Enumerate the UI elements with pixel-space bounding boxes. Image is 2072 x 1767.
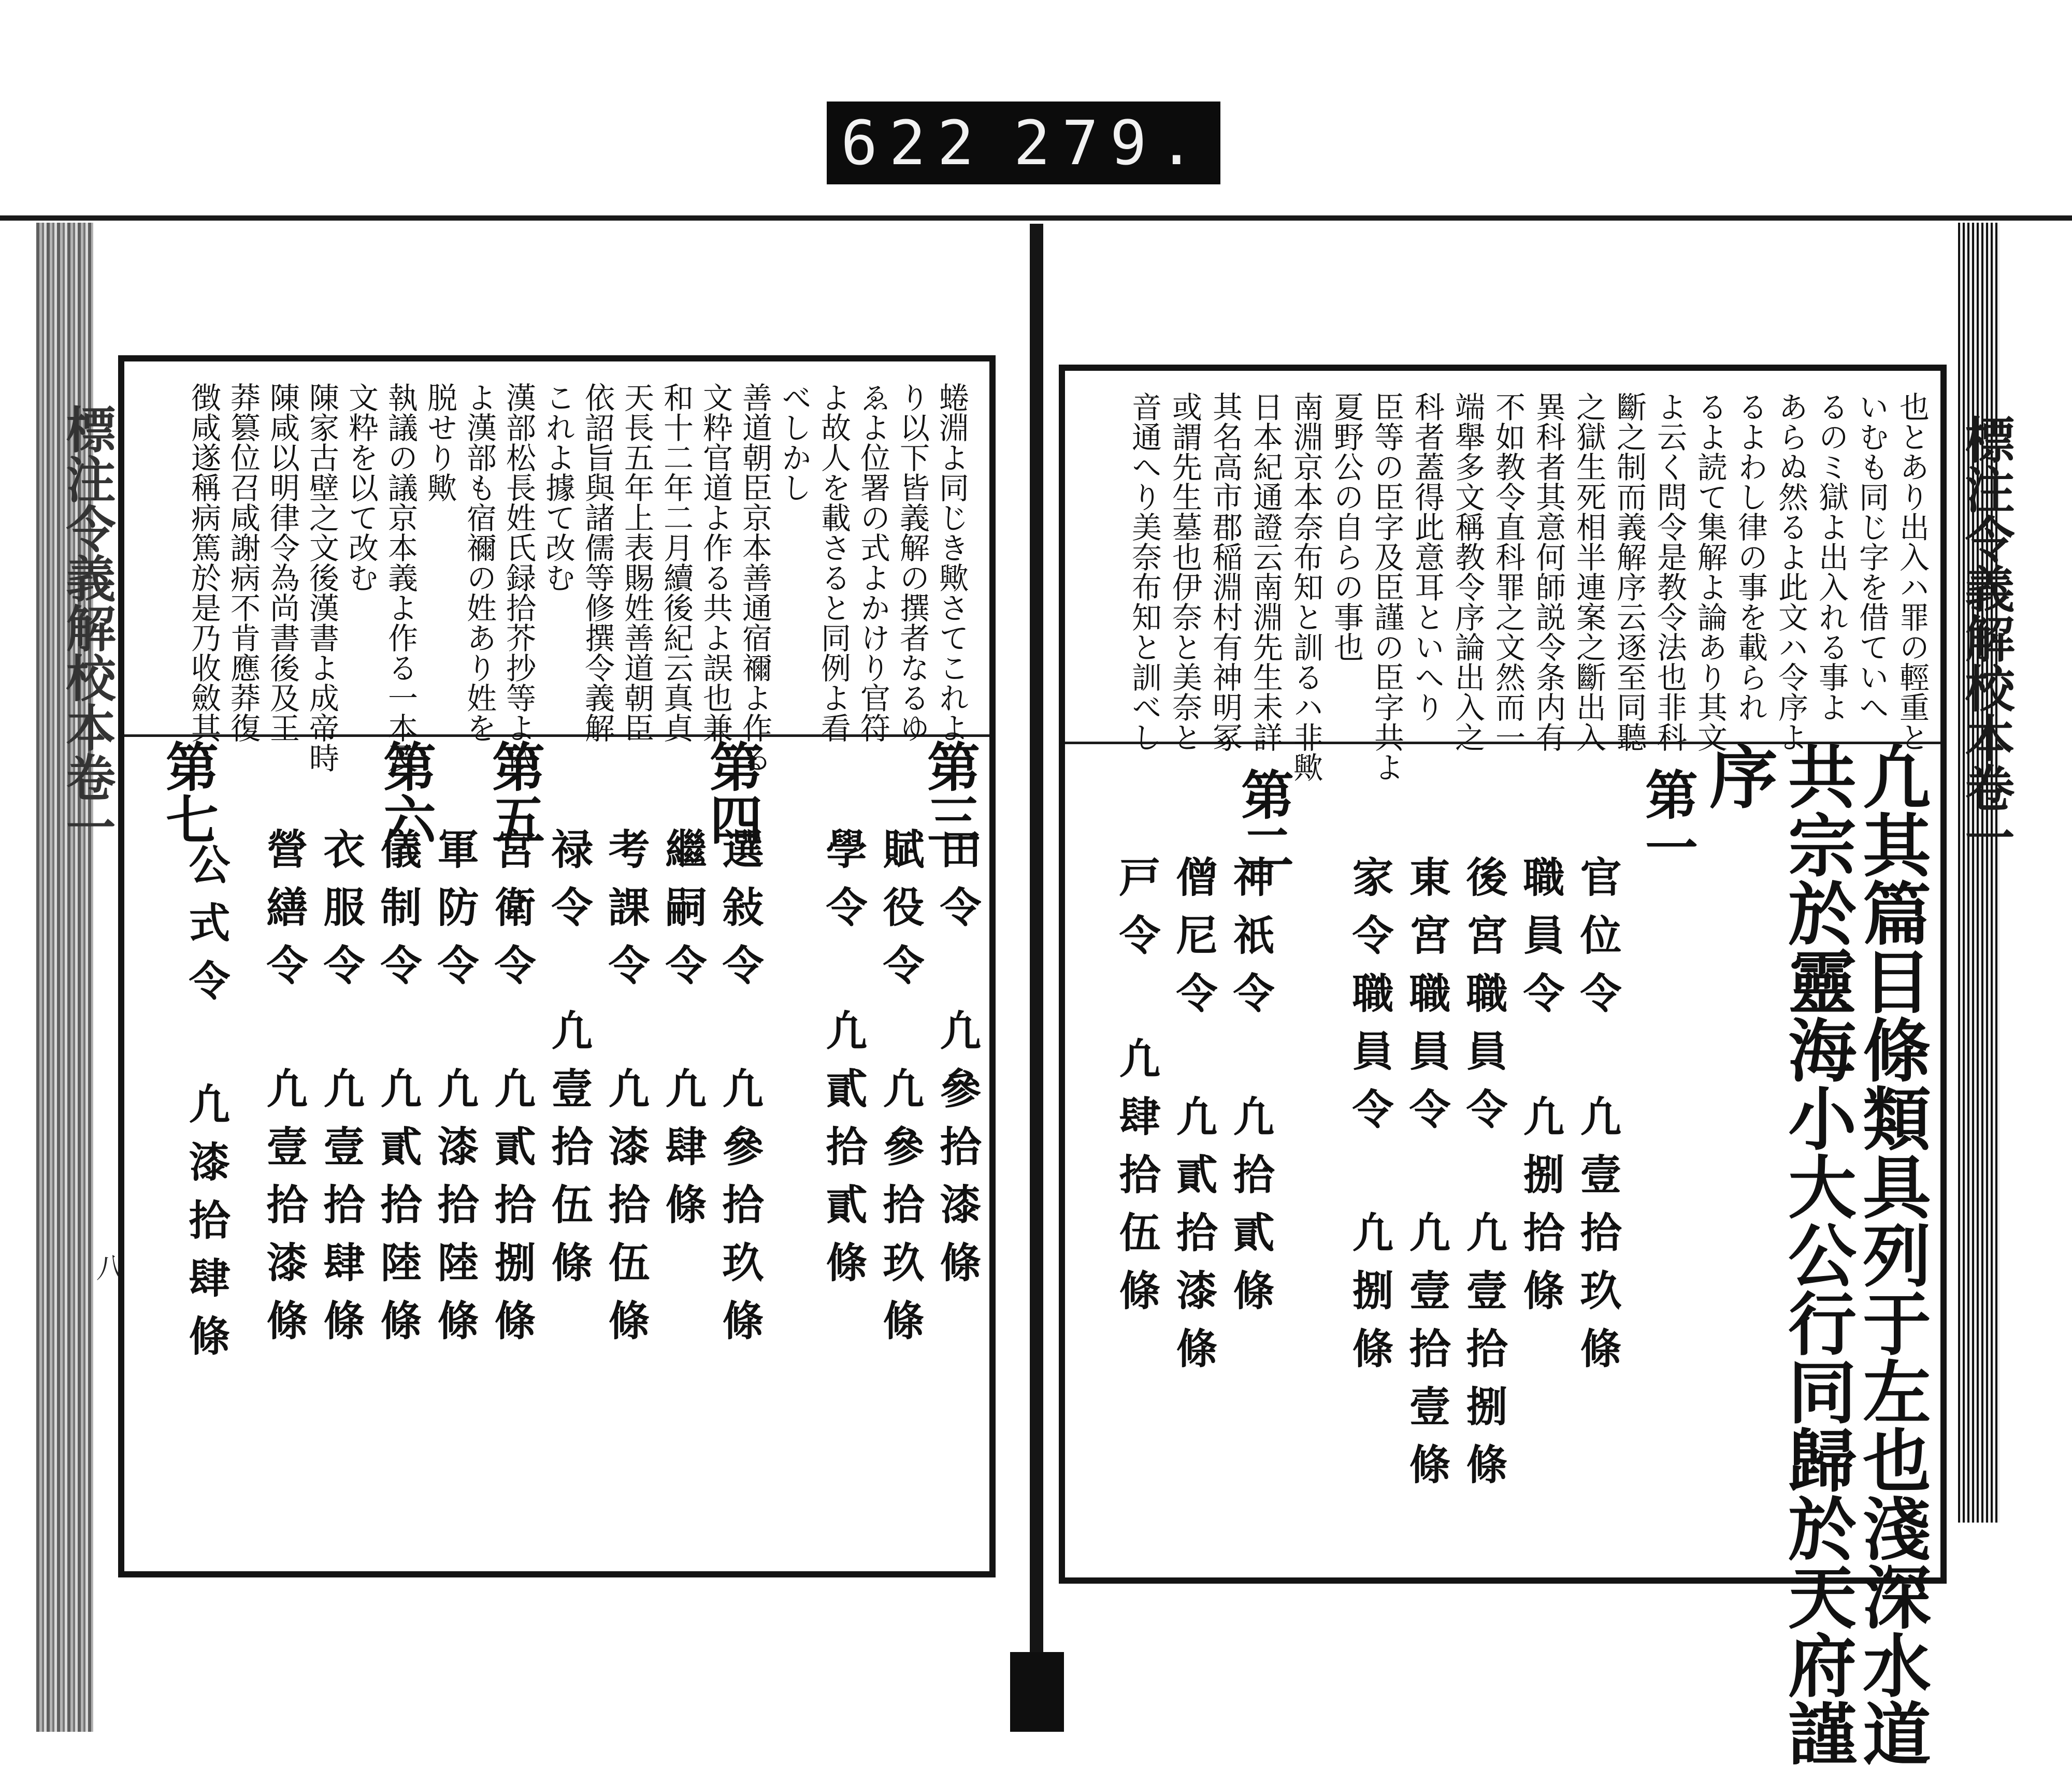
section-item: 營繕令 凢壹拾漆條 bbox=[260, 828, 308, 1357]
note-line: るよ読て集解よ論あり其文 bbox=[1692, 392, 1728, 752]
note-line: 夏野公の自らの事也 bbox=[1329, 392, 1364, 662]
section-item: 繼嗣令 凢肆條 bbox=[658, 828, 707, 1241]
note-line: 依詔旨與諸儒等修撰令義解 bbox=[580, 382, 615, 743]
note-line: 陳咸以明律令為尚書後及王 bbox=[265, 382, 300, 743]
section-item: 宮衛令 凢貳拾捌條 bbox=[487, 828, 536, 1357]
note-line: 斷之制而義解序云逐至同聽 bbox=[1611, 392, 1647, 752]
note-line: 和十二年二月續後紀云真貞 bbox=[658, 382, 694, 743]
left-notes bbox=[124, 382, 989, 773]
section-heading-6: 第六 bbox=[375, 740, 437, 845]
note-line: 其名高市郡稲淵村有神明冢 bbox=[1207, 392, 1243, 752]
note-line: 善道朝臣京本善通宿禰よ作る bbox=[737, 382, 772, 773]
note-line: 蜷淵よ同じき歟さてこれよ bbox=[934, 382, 969, 743]
note-line: 脱せり歟 bbox=[422, 382, 457, 502]
note-line: るのミ獄よ出入れる事よ bbox=[1814, 392, 1849, 722]
note-line: これよ據て改む bbox=[540, 382, 575, 592]
center-binding bbox=[1030, 224, 1043, 1732]
right-main-text bbox=[1065, 742, 1940, 1767]
note-line: 漢部松長姓氏録拾芥抄等よ依 bbox=[501, 382, 536, 773]
note-line: 日本紀通證云南淵先生未詳 bbox=[1248, 392, 1283, 752]
note-line: 文粋を以て改む bbox=[343, 382, 379, 592]
section-item: 官位令 凢壹拾玖條 bbox=[1573, 856, 1622, 1385]
main-text-line: 凢其篇目條類具列于左也淺深水道 bbox=[1851, 742, 1931, 1767]
section-item: 公式令 凢漆拾肆條 bbox=[182, 843, 231, 1372]
section-item: 職員令 凢捌拾條 bbox=[1516, 856, 1565, 1327]
note-line: いむも同じ字を借ていへ bbox=[1854, 392, 1889, 722]
section-item: 後宮職員令 凢壹拾捌條 bbox=[1459, 856, 1508, 1501]
note-line: あらぬ然るよ此文ハ令序よ bbox=[1773, 392, 1808, 752]
note-line: 科者蓋得此意耳といへり bbox=[1409, 392, 1445, 722]
note-line: 臣等の臣字及臣謹の臣字共よ bbox=[1369, 392, 1404, 782]
note-line: り以下皆義解の撰者なるゆ bbox=[895, 382, 930, 743]
note-line: よ漢部も宿禰の姓あり姓を bbox=[462, 382, 497, 743]
note-line: 莽篡位召咸謝病不肯應莽復 bbox=[225, 382, 261, 743]
left-spine-title: 標注令義解校本卷一 bbox=[58, 404, 117, 851]
note-line: 徴咸遂稱病篤於是乃收斂其 bbox=[186, 382, 221, 743]
note-line: 之獄生死相半連案之斷出入 bbox=[1571, 392, 1606, 752]
note-line: よ故人を載さると同例よ看 bbox=[816, 382, 851, 743]
section-item: 禄令 凢壹拾伍條 bbox=[544, 828, 593, 1299]
section-item: 家令職員令 凢捌條 bbox=[1345, 856, 1394, 1385]
note-line: 陳家古壁之文後漢書よ成帝時 bbox=[304, 382, 339, 773]
section-item: 學令 凢貳拾貳條 bbox=[819, 828, 868, 1299]
note-line: 也とあり出入ハ罪の輕重と bbox=[1894, 392, 1930, 752]
right-page bbox=[1065, 371, 1940, 1767]
section-item: 選敍令 凢參拾玖條 bbox=[715, 828, 764, 1357]
note-line: 或謂先生墓也伊奈と美奈と bbox=[1167, 392, 1202, 752]
center-binding-foot bbox=[1010, 1652, 1064, 1732]
note-line: 天長五年上表賜姓善道朝臣 bbox=[619, 382, 654, 743]
note-line: 不如教令直科罪之文然而一 bbox=[1490, 392, 1526, 752]
section-item: 戸令 凢肆拾伍條 bbox=[1112, 856, 1161, 1327]
note-line: ゑよ位署の式よかけり官符 bbox=[855, 382, 890, 743]
section-heading-2: 第二 bbox=[1232, 767, 1294, 873]
section-heading-5: 第五 bbox=[483, 740, 545, 845]
plate-right-number: 279. bbox=[1013, 107, 1206, 179]
right-notes bbox=[1065, 392, 1940, 782]
note-line: 執議の議京本義よ作る一本及 bbox=[383, 382, 418, 773]
plate-left-number: 622 bbox=[841, 107, 986, 179]
section-item: 東宮職員令 凢壹拾壹條 bbox=[1402, 856, 1451, 1501]
section-heading-7: 第七 bbox=[157, 740, 219, 845]
section-item: 軍防令 凢漆拾陸條 bbox=[430, 828, 479, 1357]
preface-heading: 序 bbox=[1697, 742, 1778, 810]
section-item: 田令 凢參拾漆條 bbox=[933, 828, 982, 1299]
right-spine-title: 標注令義解校本卷一 bbox=[1957, 414, 2016, 862]
section-item: 考課令 凢漆拾伍條 bbox=[601, 828, 650, 1357]
left-main-text bbox=[124, 740, 989, 1547]
main-text-line: 共宗於靈海小大公行同歸於天府謹 bbox=[1776, 742, 1857, 1767]
note-line: 南淵京本奈布知と訓るハ非歟 bbox=[1288, 392, 1323, 782]
section-heading-4: 第四 bbox=[701, 740, 763, 845]
section-heading-3: 第三 bbox=[918, 740, 981, 845]
note-line: 異科者其意何師説令条内有 bbox=[1531, 392, 1566, 752]
note-line: 音通へり美奈布知と訓べし bbox=[1127, 392, 1162, 752]
page-mark: 八 bbox=[92, 1253, 124, 1281]
note-line: べしかし bbox=[776, 382, 812, 502]
section-item: 賦役令 凢參拾玖條 bbox=[876, 828, 925, 1357]
note-line: 文粋官道よ作る共よ誤也兼 bbox=[698, 382, 733, 743]
section-item: 僧尼令 凢貳拾漆條 bbox=[1169, 856, 1218, 1385]
section-item: 神祇令 凢拾貳條 bbox=[1226, 856, 1275, 1327]
section-item: 儀制令 凢貳拾陸條 bbox=[373, 828, 422, 1357]
left-page bbox=[124, 361, 989, 1558]
note-line: 端舉多文稱教令序論出入之 bbox=[1450, 392, 1485, 752]
note-line: るよわし律の事を載られ bbox=[1733, 392, 1768, 722]
reel-number-plate bbox=[827, 102, 1220, 184]
note-line: よ云く問令是教令法也非科 bbox=[1652, 392, 1687, 752]
top-rule bbox=[0, 215, 2072, 221]
section-heading-1: 第一 bbox=[1636, 767, 1699, 873]
section-item: 衣服令 凢壹拾肆條 bbox=[316, 828, 365, 1357]
